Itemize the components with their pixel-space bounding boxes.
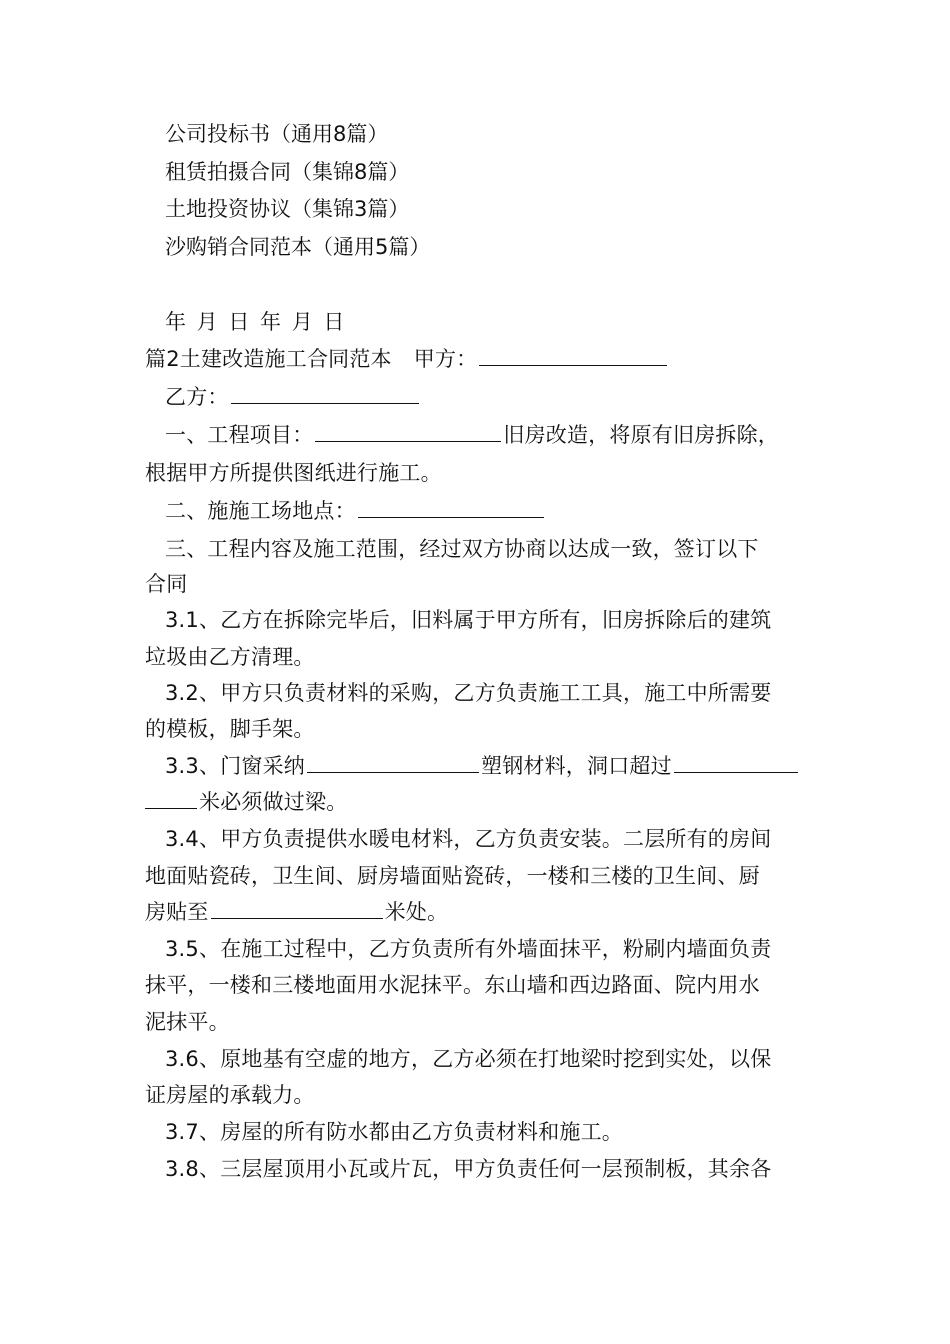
tile-height-blank	[211, 898, 383, 919]
clause-3-3-line1	[165, 752, 830, 780]
item2-line	[165, 497, 830, 525]
project-blank	[315, 421, 501, 442]
item1-line1	[165, 421, 830, 449]
clause-3-1-line1: 3.1、乙方在拆除完毕后，旧料属于甲方所有，旧房拆除后的建筑	[165, 608, 772, 632]
clause-3-4-text: 米处。	[384, 900, 449, 924]
party-a-label: 甲方：	[413, 347, 478, 371]
clause-3-1-line2: 垃圾由乙方清理。	[145, 645, 315, 669]
clause-3-4-text: 房贴至	[145, 900, 209, 924]
contract-title: 篇2土建改造施工合同范本	[145, 347, 392, 371]
clause-3-4-line1: 3.4、甲方负责提供水暖电材料，乙方负责安装。二层所有的房间	[165, 827, 772, 851]
toc-item: 沙购销合同范本（通用5篇）	[165, 235, 431, 259]
clause-3-3-text: 米必须做过梁。	[199, 790, 348, 814]
party-a-blank	[479, 345, 667, 366]
party-b-line	[165, 383, 830, 411]
item3-line2: 合同	[145, 572, 188, 596]
clause-3-4-line2: 地面贴瓷砖，卫生间、厨房墙面贴瓷砖，一楼和三楼的卫生间、厨	[145, 864, 760, 888]
clause-3-3-text: 塑钢材料，洞口超过	[481, 754, 672, 778]
clause-3-3-line2	[145, 788, 810, 816]
item1-line2: 根据甲方所提供图纸进行施工。	[145, 461, 442, 485]
toc-item: 公司投标书（通用8篇）	[165, 122, 389, 146]
contract-title-line	[145, 345, 810, 373]
item1-text: 旧房改造，将原有旧房拆除，	[503, 423, 780, 447]
clause-3-5-line2: 抹平，一楼和三楼地面用水泥抹平。东山墙和西边路面、院内用水	[145, 973, 760, 997]
toc-item: 土地投资协议（集锦3篇）	[165, 197, 410, 221]
item2-label: 二、施施工场地点：	[165, 499, 356, 523]
opening-size-blank-cont	[145, 788, 197, 809]
opening-size-blank	[674, 752, 798, 773]
clause-3-8-line: 3.8、三层屋顶用小瓦或片瓦，甲方负责任何一层预制板，其余各	[165, 1157, 772, 1181]
clause-3-7-line: 3.7、房屋的所有防水都由乙方负责材料和施工。	[165, 1120, 623, 1144]
clause-3-5-line3: 泥抹平。	[145, 1010, 230, 1034]
clause-3-3-text: 3.3、门窗采纳	[165, 754, 305, 778]
party-b-label: 乙方：	[165, 385, 229, 409]
item1-label: 一、工程项目：	[165, 423, 314, 447]
clause-3-6-line2: 证房屋的承载力。	[145, 1083, 315, 1107]
clause-3-5-line1: 3.5、在施工过程中，乙方负责所有外墙面抹平，粉刷内墙面负责	[165, 937, 772, 961]
clause-3-2-line2: 的模板，脚手架。	[145, 717, 315, 741]
toc-item: 租赁拍摄合同（集锦8篇）	[165, 160, 410, 184]
clause-3-4-line3	[145, 898, 810, 926]
site-blank	[358, 497, 544, 518]
window-material-blank	[307, 752, 479, 773]
clause-3-2-line1: 3.2、甲方只负责材料的采购，乙方负责施工工具，施工中所需要	[165, 681, 772, 705]
item3-line1: 三、工程内容及施工范围，经过双方协商以达成一致，签订以下	[165, 537, 759, 561]
party-b-blank	[231, 383, 419, 404]
date-line: 年 月 日 年 月 日	[165, 310, 345, 334]
clause-3-6-line1: 3.6、原地基有空虚的地方，乙方必须在打地梁时挖到实处，以保	[165, 1047, 772, 1071]
